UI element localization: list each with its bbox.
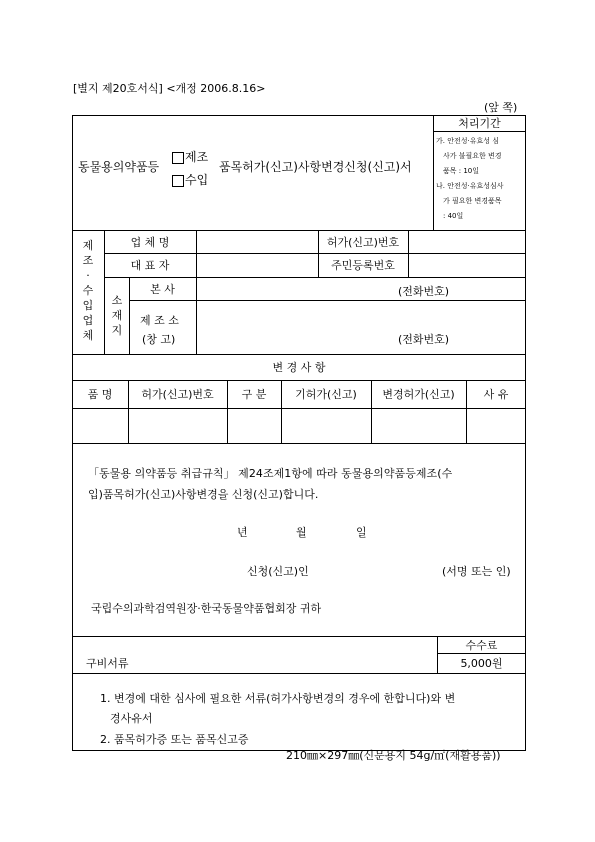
fee-label: 수수료 [465,638,498,652]
warehouse-label: (창 고) [142,333,176,346]
label-char: 제 [82,239,94,252]
document-item-1: 1. 변경에 대한 심사에 필요한 서류(허가사항변경의 경우에 한합니다)와 변 [100,692,456,705]
license-number-field[interactable] [410,232,524,251]
cell-product-name[interactable] [74,410,126,441]
headquarters-label: 본 사 [150,282,175,296]
signature-field[interactable] [330,560,435,578]
label-char: 수 [82,284,94,297]
cell-reason[interactable] [468,410,524,441]
applicant-section-label [81,238,95,343]
page-side: (앞 쪽) [484,101,518,114]
label-char: 체 [82,329,94,342]
processing-line: 품목 : 10일 [443,167,480,175]
recipient: 국립수의과학검역원장·한국동물약품협회장 귀하 [91,602,322,615]
label-char: 소 [111,294,123,307]
option-manufacture-label: 제조 [185,150,209,164]
option-import[interactable] [172,171,208,188]
option-manufacture[interactable] [172,148,208,165]
cell-license-number[interactable] [130,410,225,441]
headquarters-address-field[interactable] [198,279,388,298]
statement-line2: 입)품목허가(신고)사항변경을 신청(신고)합니다. [88,488,319,501]
cell-existing-license[interactable] [283,410,369,441]
statement-line1: 「동물용 의약품등 취급규칙」 제24조제1항에 따라 동물용의약품등제조(수 [88,467,453,480]
signature-label: (서명 또는 인) [442,565,511,578]
column-product-name: 품 명 [87,388,113,401]
label-char: 입 [82,299,94,312]
processing-line: 사가 불필요한 변경 [443,152,502,160]
company-name-field[interactable] [198,232,316,251]
label-char: · [86,269,90,282]
documents-label: 구비서류 [86,657,129,670]
factory-phone-label: (전화번호) [398,333,450,346]
changes-header: 변 경 사 항 [272,361,326,374]
fee-value: 5,000원 [460,657,503,670]
location-label [110,293,124,338]
hq-phone-label: (전화번호) [398,285,450,298]
label-char: 조 [82,254,94,267]
paper-spec: 210㎜×297㎜(신문용지 54g/㎡(재활용품)) [286,749,501,762]
factory-address-field[interactable] [198,302,388,352]
representative-label: 대 표 자 [130,259,170,272]
processing-line: 가 필요한 변경품목 [443,197,502,205]
form-id: [별지 제20호서식] <개정 2006.8.16> [73,82,266,95]
checkbox-icon[interactable] [172,152,184,164]
label-char: 업 [82,314,94,327]
column-changed-license: 변경허가(신고) [382,388,455,401]
cell-changed-license[interactable] [373,410,464,441]
processing-line: 나. 안전성·유효성심사 [436,182,504,190]
label-char: 지 [111,324,123,337]
document-item-1-cont: 경사유서 [110,712,153,725]
applicant-label: 신청(신고)인 [247,565,309,578]
column-reason: 사 유 [483,388,509,401]
processing-line: 가. 안전성·유효성 심 [436,137,499,145]
license-number-label: 허가(신고)번호 [326,235,400,249]
representative-field[interactable] [198,255,316,275]
resident-number-label: 주민등록번호 [331,259,395,272]
resident-number-field[interactable] [410,255,524,275]
option-import-label: 수입 [185,173,209,187]
title-prefix: 동물용의약품등 [78,160,160,174]
title-suffix: 품목허가(신고)사항변경신청(신고)서 [219,160,412,174]
processing-header: 처리기간 [458,117,501,130]
company-name-label: 업 체 명 [130,235,170,249]
date-year: 년 [237,526,248,539]
date-day: 일 [356,526,367,539]
processing-details [436,134,504,224]
column-category: 구 분 [241,388,267,401]
checkbox-icon[interactable] [172,175,184,187]
document-item-2: 2. 품목허가증 또는 품목신고증 [100,733,249,746]
factory-label: 제 조 소 [140,314,179,327]
column-license-number: 허가(신고)번호 [141,388,214,401]
date-month: 월 [296,526,307,539]
column-existing-license: 기허가(신고) [295,388,357,401]
label-char: 재 [111,309,123,322]
processing-line: : 40일 [443,212,464,220]
cell-category[interactable] [229,410,279,441]
